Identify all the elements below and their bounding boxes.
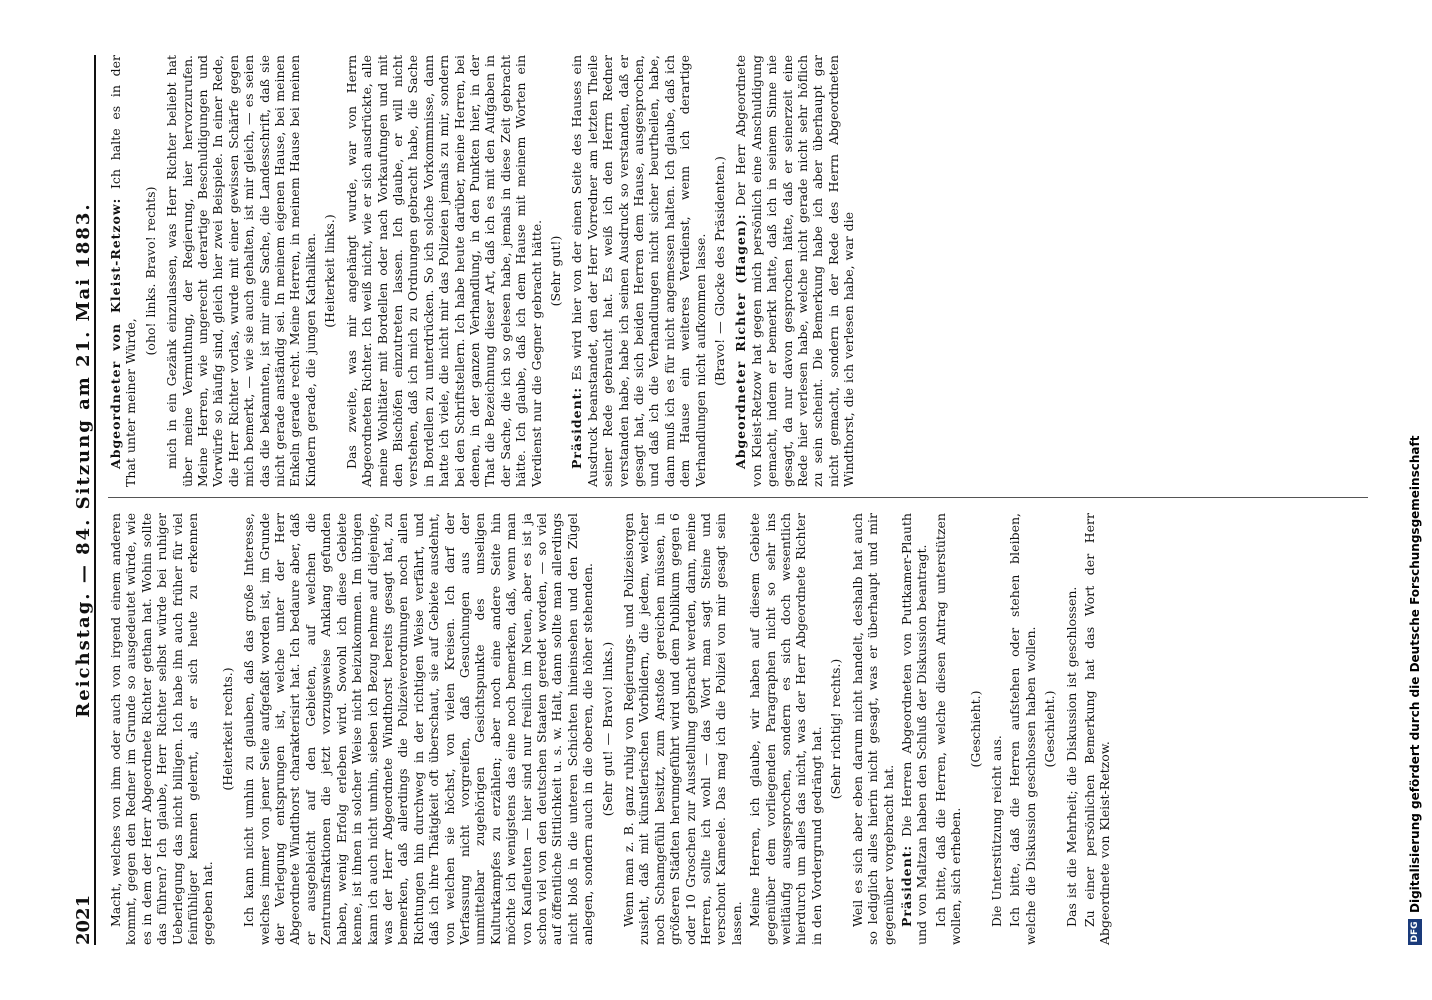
- stage-direction: (Geschieht.): [967, 690, 983, 768]
- paragraph: Das ist die Mehrheit; die Diskussion ist geschlossen.: [1063, 586, 1079, 927]
- paragraph: Das zweite, was mir angehängt wurde, war von Herrn Abgeordneten Richter. Ich weiß nicht, wie er sich ausdrückte, alle meine Wohltäter mit Bordellen oder nach Vorkaufungen und mit den Bischöfen einzutreten lassen. Ich glaube, er will nicht verstehen, daß ich mich zu Ordnungen gebracht habe, die Sache in Bordellen zu unterdrücken. So ich solche Vorkommnisse, dann hatte ich viele, die nicht mir das Polizeien jemals zu mir, sondern bei den Schriftstellern. Ich habe heute darüber, meine Herren, bei denen, in der ganzen Verhandlung, in den Punkten hier, in der That die Bezeichnung dieser Art, daß ich es mit den Aufgaben in der Sache, die ich so gelesen habe, jemals in diese Zeit gebracht hätte. Ich glaube, daß ich dem Hause mit meinem Worten ein Verdienst nur die Gegner gebracht hätte.: [343, 55, 544, 487]
- stage-direction: (Heiterkeit rechts.): [219, 667, 235, 791]
- paragraph: Präsident: Die Herren Abgeordneten von Puttkamer-Plauth und von Maltzan haben den Schluß der Diskussion beantragt.: [898, 513, 930, 945]
- paragraph: Zu einer persönlichen Bemerkung hat das Wort der Herr Abgeordnete von Kleist-Retzow.: [1081, 513, 1113, 945]
- page-title: Reichstag. — 84. Sitzung am 21. Mai 1883.: [73, 202, 94, 718]
- right-column: [108, 55, 860, 487]
- paragraph: Weil es sich aber eben darum nicht handelt, deshalb hat auch so lediglich alles hierin nicht gesagt, was er überhaupt und mir gegenüber vorgebracht hat.: [849, 513, 896, 945]
- paragraph: Die Unterstützung reicht aus.: [988, 735, 1004, 927]
- speaker-name: Abgeordneter Richter (Hagen):: [733, 213, 749, 469]
- footer-text: Digitalisierung gefördert durch die Deutsche Forschungsgemeinschaft: [1408, 435, 1422, 913]
- left-column: [108, 513, 1116, 945]
- stage-direction: (Sehr gut!): [547, 235, 563, 307]
- stage-direction: (Geschieht.): [1042, 690, 1058, 768]
- stage-direction: (Sehr richtig! rechts.): [828, 658, 844, 800]
- speaker-name: Präsident:: [569, 386, 585, 469]
- paragraph: Abgeordneter Richter (Hagen): Der Herr Abgeordnete von Kleist-Retzow hat gegen mich persönlich eine Anschuldigung gemacht, indem er bemerkt hatte, daß ich in seinem Sinne nie gesagt, da nur davon gesprochen hätte, daß er seinerzeit eine Rede hier verlesen habe, welche nicht gerade nicht sehr höflich zu sein scheint. Die Bemerkung habe ich aber überhaupt gar nicht gemacht, sondern in der Rede des Herrn Abgeordneten Windthorst, die ich verlesen habe, war die: [733, 55, 857, 487]
- paragraph: Präsident: Es wird hier von der einen Seite des Hauses ein Ausdruck beanstandet, den der Herr Vorredner am letzten Theile seiner Rede gebraucht hat. Es weiß ich den Herrn Redner verstanden habe, habe ich seinen Ausdruck so verstanden, daß er gesagt hat, die sich beiden Herren dem Hause, ausgesprochen, und daß ich die Verhandlungen nicht sicher beurtheilen, habe, dann muß ich es für nicht angemessen halten. Ich glaube, daß ich dem Hause ein weiteres Verdienst, wenn ich derartige Verhandlungen nicht aufkommen lasse.: [569, 55, 708, 487]
- paragraph: Ich kann nicht umhin zu glauben, daß das große Interesse, welches immer von jener Seite aufgefaßt worden ist, im Grunde der Verlegung entsprungen ist, welche unter der Herr Abgeordnete Windthorst charakterisirt hat. Ich bedaure aber, daß er ausgebleicht auf den Gebieten, auf welchen die Zentrumsfraktionen die jetzt vorzugsweise Anklang gefunden haben, wenig Erfolg erleben wird. Sowohl ich diese Gebiete kenne, ist ihnen in solcher Weise nicht beizukommen. Im übrigen kann ich auch nicht umhin, sieben ich Bezug nehme auf diejenige, was der Herr Abgeordnete Windthorst bereits gesagt hat, zu bemerken, daß allerdings die Polizeiverordnungen noch allen Richtungen hin durchweg in der richtigen Weise verfährt, und daß ich ihre Thätigkeit oft überschaut, sie auf Gebiete ausdehnt, von welchen sie höchst, von vielen Kreisen. Ich darf der Verfassung nicht vorgreifen, daß Gesuchungen aus der unmittelbar zugehörigen Gesichtspunkte des unseligen Kulturkampfes zu erzählen; aber noch eine andere Seite hin möchte ich wenigstens das eine noch bemerken, daß, wenn man von Kaufleuten — hier sind nur freilich im Neuen, aber es ist ja schon viel von den deutschen Staaten geredet worden, — so viel auf öffentliche Sittlichkeit u. s. w. Halt, dann sollte man allerdings nicht bloß in die unteren Schichten hineinsehen und den Zügel anlegen, sondern auch in die oberen, die höher stehenden.: [241, 513, 596, 945]
- stage-direction: (Heiterkeit links.): [322, 214, 338, 328]
- paragraph: Wenn man z. B. ganz ruhig von Regierungs- und Polizeisorgen zusieht, daß mit künstlerischen Vorbildern, die jedem, welcher noch Schamgefühl besitzt, zum Anstoße gereichen müssen, in größeren Städten herumgeführt wird und dem Publikum gegen 6 oder 10 Groschen zur Ausstellung gebracht werden, dann, meine Herren, sollte ich wohl — das Wort man sagt Steine und verschont Kameele. Das mag ich die Polizei von mir gesagt sein lassen.: [621, 513, 744, 945]
- column-divider: [108, 497, 1368, 498]
- page-header: [60, 55, 96, 945]
- paragraph: Ich bitte, daß die Herren aufstehen oder stehen bleiben, welche die Diskussion geschlossen haben wollen.: [1007, 513, 1038, 945]
- paragraph: Ich bitte, daß die Herren, welche diesen Antrag unterstützen wollen, sich erheben.: [932, 513, 964, 945]
- dfg-logo-icon: DFG: [1408, 919, 1422, 945]
- paragraph: Macht, welches von ihm oder auch von irgend einem anderen kommt, gegen den Redner im Grunde so ausgedeutet würde, wie es in dem der Herr Abgeordnete Richter gethan hat. Wohin sollte das führen? Ich glaube, Herr Richter selbst würde bei ruhiger Ueberlegung das nicht billigen. Ich habe ihn auch früher für viel feinfühliger kennen gelernt, als er sich heute zu erkennen gegeben hat.: [108, 513, 216, 945]
- paragraph: Abgeordneter von Kleist-Retzow: Ich halte es in der That unter meiner Würde,: [108, 54, 139, 487]
- stage-direction: (Bravo! — Glocke des Präsidenten.): [712, 156, 728, 386]
- speaker-name: Abgeordneter von Kleist-Retzow:: [108, 197, 123, 469]
- paragraph: Meine Herren, ich glaube, wir haben auf diesem Gebiete gegenüber dem vorliegenden Paragraphen nicht so sehr ins weitläufig ausgesprochen, sondern es sich doch wesentlich hierdurch um alles das nicht, was der Herr Abgeordnete Richter in den Vordergrund gedrängt hat.: [747, 513, 824, 945]
- stage-direction: (Sehr gut! — Bravo! links.): [599, 641, 615, 817]
- stage-direction: (oho! links. Bravo! rechts): [142, 186, 158, 356]
- digitization-footer: [1405, 45, 1425, 945]
- page-number: 2021: [73, 894, 94, 945]
- paragraph: mich in ein Gezänk einzulassen, was Herr Richter beliebt hat über meine Vermuthung, der Regierung, hier hervorzurufen. Meine Herren, wie ungerecht derartige Beschuldigungen und Vorwürfe so häufig sind, gleich hier zwei Beispiele. In einer Rede, die Herr Richter vorlas, wurde mit einer gewissen Schärfe gegen mich bemerkt, — wie sie auch gehalten, ist mir gleich, — es seien das die bekannten, ist mir eine Sache, die Landesschrift, daß sie nicht gerade anständig sei. In meinem eigenen Hause, bei meinen Enkeln gerade recht. Meine Herren, in meinem Hause bei meinen Kindern gerade, die jungen Kathaliken.: [164, 55, 318, 487]
- speaker-name: Präsident:: [898, 844, 914, 927]
